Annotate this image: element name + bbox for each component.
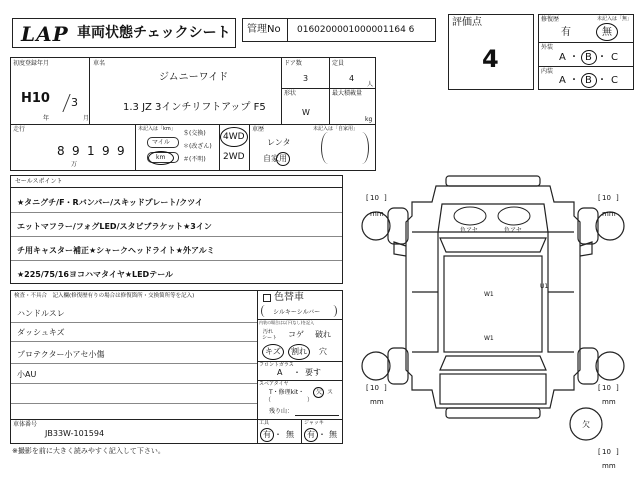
damage-mark-hood-right [498, 207, 530, 225]
mark-u1-side: U1 [540, 283, 549, 290]
windshield [440, 238, 546, 252]
damage-mark-hood-left [454, 207, 486, 225]
first-reg-era: H10 [21, 91, 50, 106]
usage-label: 車歴 [252, 126, 265, 133]
sales-line-4: ★225/75/16ヨコハマタイヤ★LEDテール [17, 270, 174, 279]
car-diagram [348, 172, 638, 477]
capacity-label: 定員 [332, 60, 345, 67]
drive-4wd-circle [220, 127, 248, 147]
tread-rl: 10 [370, 384, 379, 392]
sales-line-1: ★タニグチ/F・Rバンパー/スキッドプレート/クツイ [17, 198, 203, 207]
inspection-line-3: プロテクター小アセ小傷 [17, 350, 105, 359]
svg-text:mm: mm [602, 398, 616, 406]
usage-rental: レンタ [267, 138, 291, 147]
hyouka-box [448, 14, 534, 90]
front-glass-a: A [277, 368, 283, 377]
jack-label: ジャッキ [304, 420, 324, 426]
gaisou-a: A [559, 52, 566, 63]
svg-text:]: ] [384, 194, 387, 202]
rear-bumper [446, 408, 540, 418]
interior-note: 内装の場合は以下(なし)を記入 [259, 320, 315, 325]
tools-yes-circle [260, 428, 274, 442]
tire-rear-left [362, 352, 390, 380]
spare-mark: 欠 [582, 420, 590, 429]
svg-text:]: ] [616, 448, 619, 456]
shape-label: 形状 [284, 90, 297, 97]
unit-km-circle [148, 151, 174, 165]
mileage-d5: 9 [117, 144, 125, 158]
mileage-label: 走行 [13, 126, 26, 133]
svg-text:[: [ [598, 448, 601, 456]
shuufuku-no-circle [596, 23, 618, 41]
tread-spare: 10 [602, 448, 611, 456]
tools-label: 工具 [259, 420, 270, 426]
mark-iroase-2: 色アセ [504, 227, 522, 234]
first-reg-month: 3 [71, 96, 78, 109]
drive-4wd: 4WD [223, 132, 245, 142]
usage-private: 自家用 [263, 154, 287, 163]
gaisou-label: 外装 [541, 44, 554, 51]
naisou-label: 内装 [541, 68, 554, 75]
chassis-value: JB33W-101594 [45, 429, 105, 438]
svg-text:]: ] [616, 384, 619, 392]
inspection-box: 検査・不具合 記入欄(修復歴有りの場合は修復箇所・交換箇所等を記入) ハンドルスレ ダッシュキズ プロテクター小アセ小傷 小AU 色替車 シルキーシルバー 内装の場合は以下(なし)を記入 汚れ シート コゲ 破れ キズ 割れ 穴 フロントガラス A ・ 要す スペアタイヤ T・修理kit・ 欠 ス （ ） 残り山： 車体番号 JB33W-101594 工具 有 ・ 無 ジャッキ 有 ・ 無 [10, 290, 343, 444]
naisou-c: C [611, 75, 618, 86]
maxload-label: 最大積載量 [332, 90, 363, 97]
naisou-a: A [559, 75, 566, 86]
svg-text:mm: mm [370, 210, 384, 218]
shuufuku-no: 無 [602, 27, 612, 38]
mileage-d1: 8 [57, 144, 65, 158]
hyouka-label: 評価点 [452, 17, 482, 28]
car-name-label: 車名 [93, 60, 106, 67]
spare-label: スペアタイヤ [259, 381, 289, 387]
first-reg-label: 初度登録年月 [13, 60, 50, 67]
capacity-value: 4 [349, 74, 355, 83]
svg-text:mm: mm [602, 210, 616, 218]
car-grade: 1.3 JZ 3インチリフトアップ F5 [123, 102, 266, 113]
sales-line-2: エットマフラー/フォグLED/スタビブラケット★3イン [17, 222, 212, 231]
wheel-front-right [578, 208, 598, 244]
brand-logo: LAP [21, 22, 69, 46]
mark-w1-roof: W1 [484, 291, 494, 298]
inspection-line-1: ハンドルスレ [17, 309, 65, 318]
svg-text:[: [ [598, 384, 601, 392]
naisou-b: B [585, 75, 592, 86]
interior-kizu-circle [262, 344, 284, 360]
meter-opt-1: ＄(交換) [183, 130, 206, 137]
inspection-line-2: ダッシュキズ [17, 328, 65, 337]
front-glass-need: 要す [305, 368, 321, 377]
mileage-d4: 9 [102, 144, 110, 158]
color-change-label: 色替車 [274, 292, 304, 303]
spare-missing-circle [313, 387, 324, 398]
gaisou-b: B [585, 52, 592, 63]
rear-door [440, 374, 546, 404]
hyouka-value: 4 [482, 45, 499, 73]
usage-private-circle [276, 152, 290, 166]
svg-text:mm: mm [602, 462, 616, 470]
vehicle-info-box: 初度登録年月 H10 3 年 月 車名 ジムニーワイド 1.3 JZ 3インチリフトアップ F5 ドア数 3 定員 4 人 形状 W 最大積載量 kg 走行 8 9 1 9 9 万 未記入は「km」 マイル km ＄(交換) ＊(改ざん) ＃(不明) 4WD 2WD 車歴 未記入は「自家用」 レンタ 自家用 [10, 57, 376, 171]
inspection-label: 検査・不具合 記入欄(修復歴有りの場合は修復箇所・交換箇所等を記入) [14, 293, 195, 299]
svg-text:mm: mm [370, 398, 384, 406]
mark-iroase-1: 色アセ [460, 227, 478, 234]
sales-label: セールスポイント [15, 178, 63, 185]
svg-text:[: [ [598, 194, 601, 202]
remaining-label: 残り山： [269, 408, 294, 415]
wheel-rear-right [578, 348, 598, 384]
front-glass-label: フロントガラス [259, 362, 294, 368]
shuufuku-yes: 有 [561, 27, 571, 38]
sales-box [10, 175, 343, 284]
svg-text:]: ] [616, 194, 619, 202]
gaisou-c: C [611, 52, 618, 63]
condition-box: 修復歴 未記入は「無」 有 無 外装 A ・ B ・ C 内装 A ・ B ・ C [538, 14, 634, 90]
shape-value: W [302, 108, 310, 117]
tread-fr: 10 [602, 194, 611, 202]
naisou-b-circle [581, 73, 597, 88]
mark-w1-rear: W1 [484, 335, 494, 342]
meter-opt-2: ＊(改ざん) [183, 143, 212, 150]
drive-2wd: 2WD [223, 152, 245, 162]
shuufuku-note: 未記入は「無」 [597, 16, 633, 22]
inspection-line-4: 小AU [17, 370, 37, 379]
wheel-rear-left [388, 348, 408, 384]
wheel-front-left [388, 208, 408, 244]
mileage-d3: 1 [87, 144, 95, 158]
shuufuku-label: 修復歴 [541, 16, 560, 23]
footer-note: ※撮影を前に大きく読みやすく記入して下さい。 [12, 447, 165, 455]
page-title: 車両状態チェックシート [77, 25, 231, 41]
mileage-d2: 9 [72, 144, 80, 158]
doors-value: 3 [303, 74, 309, 83]
rear-glass [440, 356, 546, 370]
svg-text:[: [ [366, 194, 369, 202]
kanri-label: 管理No [247, 24, 281, 35]
doors-label: ドア数 [284, 60, 302, 67]
car-name: ジムニーワイド [159, 72, 229, 83]
chassis-label: 車体番号 [13, 421, 38, 428]
jack-yes-circle [304, 428, 318, 442]
interior-ware-circle [288, 344, 310, 360]
svg-text:[: [ [366, 384, 369, 392]
svg-text:]: ] [384, 384, 387, 392]
usage-note: 未記入は「自家用」 [313, 126, 359, 132]
unit-note: 未記入は「km」 [138, 126, 176, 132]
header-title-box [12, 18, 236, 48]
gaisou-b-circle [581, 50, 597, 65]
front-bumper [446, 176, 540, 186]
color-change-checkbox [263, 294, 271, 302]
tread-fl: 10 [370, 194, 379, 202]
kanri-box [242, 18, 436, 42]
sales-line-3: チ用キャスター補正★シャークヘッドライト★外アルミ [17, 246, 215, 255]
color-change-value: シルキーシルバー [273, 309, 321, 316]
tire-rear-right [596, 352, 624, 380]
kanri-no: 0160200001000001164 6 [297, 25, 415, 35]
spare-missing: 欠 [316, 389, 323, 396]
meter-opt-3: ＃(不明) [183, 156, 206, 163]
tread-rr: 10 [602, 384, 611, 392]
